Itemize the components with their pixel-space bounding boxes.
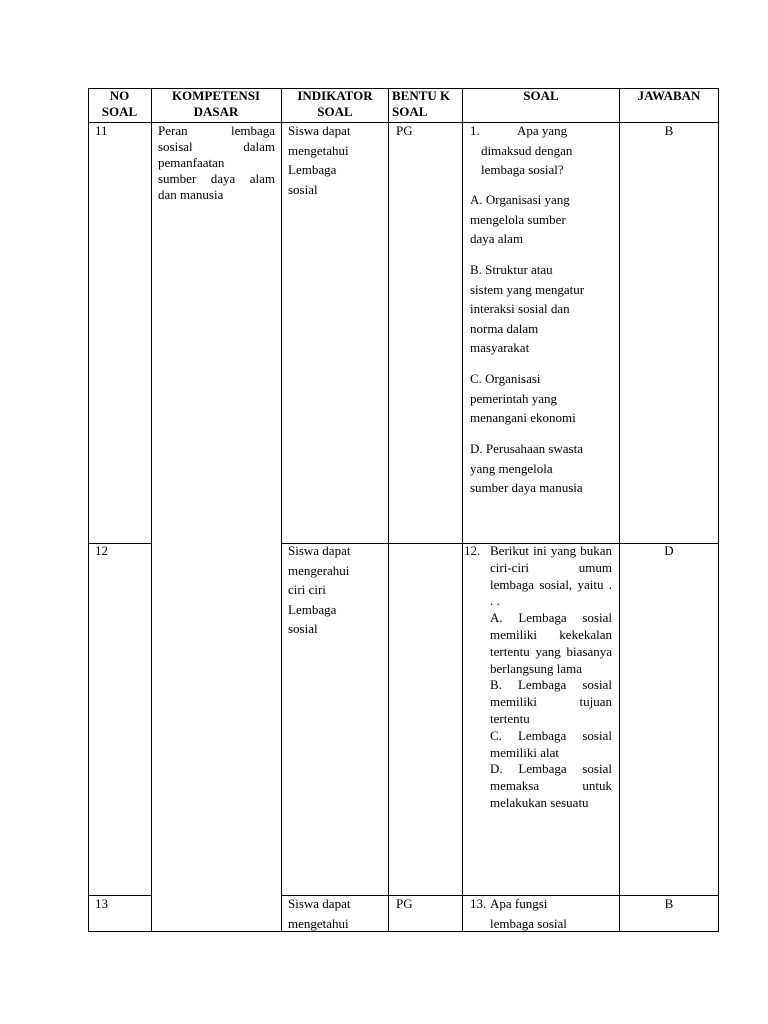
row-11-question [470,121,618,180]
kd-line: sumber daya alam [158,171,275,186]
option-line: B. Struktur atau [470,262,553,277]
row-11-option-d [470,439,618,498]
indikator-line: mengetahui [288,915,349,931]
option-line: masyarakat [470,340,530,355]
row-11-option-b [470,260,618,358]
row-11-option-a [470,190,618,249]
indikator-line: Lembaga [288,162,337,177]
question-number: 13. [470,896,487,911]
option-line: A. Organisasi yang [470,192,570,207]
indikator-line: mengetahui [288,142,349,158]
row-13-question [470,894,618,933]
row-12-jawaban: D [664,543,674,558]
header-no-soal: NO SOAL [101,88,138,119]
question-text: Berikut ini yang bukan ciri-ciri umum lembaga sosial, yaitu . . . [490,543,612,609]
row-11-number: 11 [95,123,108,138]
indikator-line: Lembaga [288,601,337,617]
kd-line: dan manusia [158,187,224,202]
option-b: B. Lembaga sosial memiliki tujuan tertentu [490,677,612,726]
row-11-option-c [470,369,618,428]
row-13-indikator [288,894,386,933]
row-11-bentuk-soal: PG [396,123,413,138]
indikator-line: Siswa dapat [288,543,351,558]
row-12-number: 12 [95,543,108,558]
option-d: D. Lembaga sosial memaksa untuk melakukan sesuatu [490,761,612,810]
question-number: 1. [470,123,480,138]
kd-line: sosisal dalam [158,139,275,154]
row-13-number: 13 [95,896,108,911]
question-text-line: lembaga sosial? [481,162,564,177]
question-text-line: lembaga sosial [490,915,567,931]
option-line: menangani ekonomi [470,410,576,425]
row-11-jawaban: B [664,123,674,138]
option-line: daya alam [470,231,524,246]
option-line: C. Organisasi [470,371,541,386]
indikator-line: Siswa dapat [288,896,351,911]
row-11-indikator [288,121,386,199]
question-text-line: Apa fungsi [490,896,548,911]
question-text-line: dimaksud dengan [481,142,573,158]
row-11-kompetensi-dasar [158,123,275,203]
header-jawaban: JAWABAN [637,88,701,103]
indikator-line: mengerahui [288,562,350,578]
option-line: D. Perusahaan swasta [470,441,583,456]
option-a: A. Lembaga sosial memiliki kekekalan tertentu yang biasanya berlangsung lama [490,610,612,676]
row-13-jawaban: B [664,896,674,911]
header-soal: SOAL [523,88,559,103]
question-grid-table [88,88,719,932]
option-line: yang mengelola [470,460,553,476]
kd-line: Peran lembaga [158,123,275,138]
indikator-line: ciri ciri [288,582,326,597]
option-line: sistem yang mengatur [470,281,585,297]
option-line: mengelola sumber [470,211,566,227]
option-line: norma dalam [470,320,539,336]
indikator-line: sosial [288,621,318,636]
question-text-line: Apa yang [517,123,568,138]
row-12-question [490,543,612,812]
table-borders [88,88,719,932]
header-indikator-soal: INDIKATOR SOAL [297,88,373,119]
option-line: pemerintah yang [470,390,557,406]
row-12-question-number: 12. [464,543,481,558]
header-bentuk-soal: BENTU K SOAL [392,88,451,119]
indikator-line: Siswa dapat [288,123,351,138]
indikator-line: sosial [288,181,318,197]
option-line: sumber daya manusia [470,480,583,495]
row-12-indikator [288,541,386,639]
kd-line: pemanfaatan [158,155,225,170]
row-13-bentuk-soal: PG [396,896,413,911]
option-c: C. Lembaga sosial memiliki alat [490,727,612,760]
option-line: interaksi sosial dan [470,301,570,316]
header-kompetensi-dasar: KOMPETENSI DASAR [171,88,261,119]
